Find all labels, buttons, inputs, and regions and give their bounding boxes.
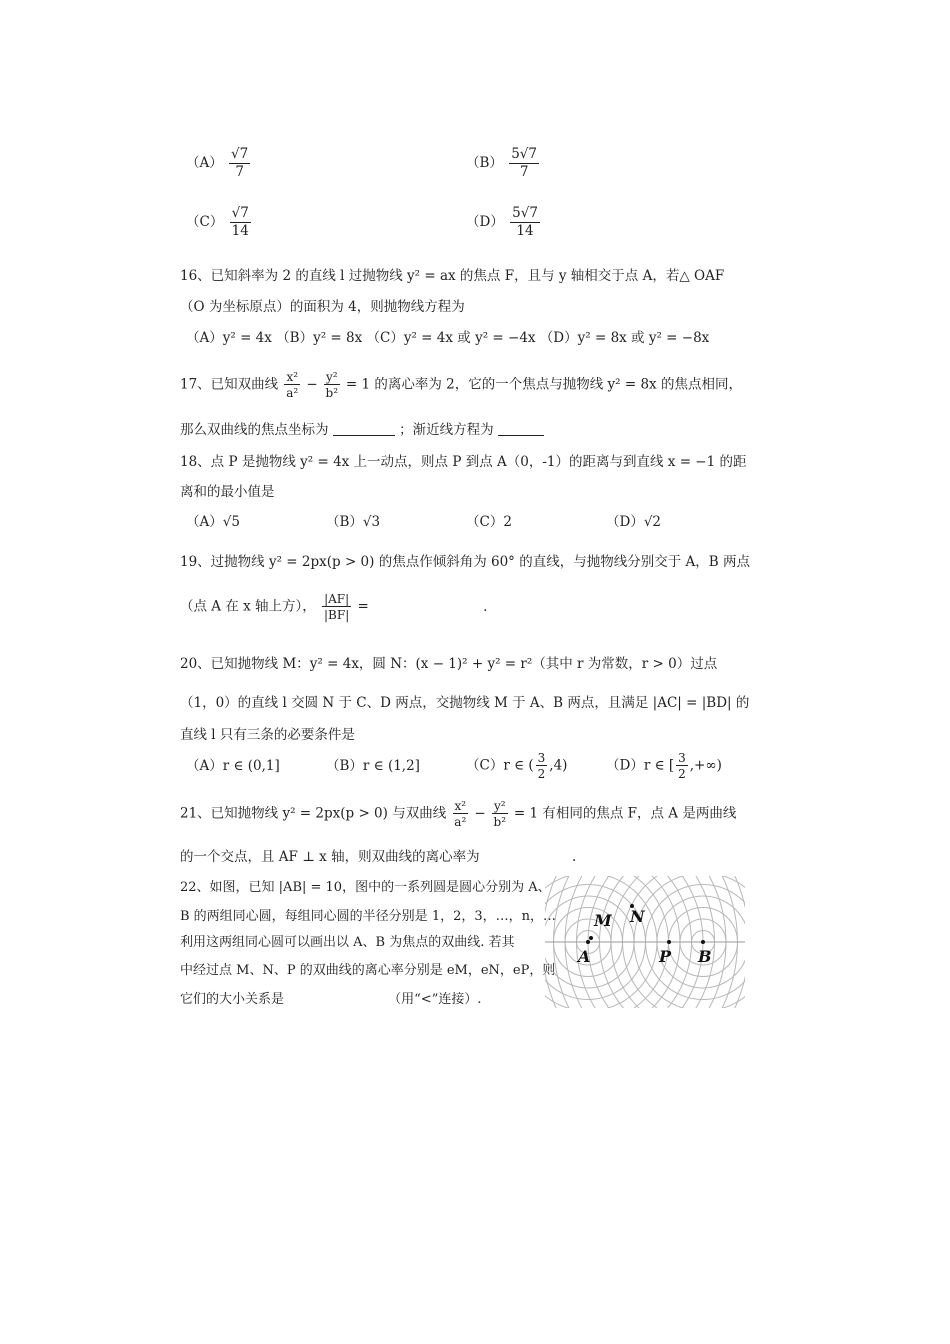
q15-option-a-denominator: 7 [235,163,244,180]
q21-line-2: 的一个交点，且 AF ⊥ x 轴，则双曲线的离心率为 [180,849,480,865]
q15-option-b-label: （B） [466,155,503,171]
point-m-dot [589,936,593,940]
label-n: N [630,907,645,926]
q17-minus: − [306,376,318,393]
q15-option-d [466,207,542,238]
label-m: M [594,911,612,930]
q18-option-c: （C）2 [466,514,512,530]
q20-option-c [466,752,567,780]
label-b: B [698,947,712,966]
q16-line-1: 16、已知斜率为 2 的直线 l 过抛物线 y² = ax 的焦点 F，且与 y 轴相交于点 A，若△ OAF [180,268,725,284]
q15-option-d-fraction [510,207,540,238]
q20-option-b: （B）r ∈ (1,2] [326,758,420,774]
q22-line-2: B 的两组同心圆，每组同心圆的半径分别是 1，2，3，…，n，… [180,909,557,924]
q22-line-4: 中经过点 M、N、P 的双曲线的离心率分别是 eM，eN，eP，则 [180,963,556,978]
q17-line-1 [180,371,742,399]
q17-line-2-b: ；渐近线方程为 [399,422,494,438]
q21-fraction-x [453,800,469,828]
q19-ratio-denominator: |BF| [324,608,350,622]
q20-line-3: 直线 l 只有三条的必要条件是 [180,727,355,743]
q17-fraction-y-denominator: b² [325,386,339,400]
q20-line-2: （1，0）的直线 l 交圆 N 于 C、D 两点，交抛物线 M 于 A、B 两点，且满足 |AC| = |BD| 的 [180,695,750,711]
q20-option-c-denominator: 2 [537,767,546,781]
q18-line-2: 离和的最小值是 [180,484,275,500]
point-b-dot [701,940,705,944]
q15-option-c-label: （C） [186,214,224,230]
q20-option-d-pre: （D）r ∈ [ [606,757,675,774]
q18-option-d: （D）√2 [606,514,662,530]
q20-option-a: （A）r ∈ (0,1] [186,758,280,774]
q15-option-a-label: （A） [186,155,223,171]
q15-option-c-denominator: 14 [231,222,249,239]
q22-line-3: 利用这两组同心圆可以画出以 A、B 为焦点的双曲线. 若其 [180,935,515,950]
q19-line-2 [180,593,487,621]
q21-minus: − [474,805,486,822]
q15-option-a [186,148,252,179]
q17-fraction-x [284,371,300,399]
q16-options: （A）y² = 4x （B）y² = 8x （C）y² = 4x 或 y² = −4x （D）y² = 8x 或 y² = −8x [186,330,710,346]
q19-period: . [483,598,488,615]
q15-option-a-numerator: √7 [231,146,249,162]
q19-ratio-fraction [322,593,351,621]
q17-fraction-y [324,371,340,399]
q22-line-5-b: （用“<”连接）. [388,992,482,1007]
q17-fraction-x-denominator: a² [286,386,299,400]
q15-option-c [186,207,253,238]
q21-fraction-x-denominator: a² [454,815,467,829]
q20-option-c-fraction [536,752,548,780]
q21-period: . [572,849,577,865]
q15-option-b [466,148,541,179]
q15-option-c-numerator: √7 [231,205,249,221]
label-p: P [659,947,672,966]
q17-line-2 [180,424,544,438]
q20-option-c-pre: （C）r ∈ ( [466,757,534,774]
q22-line-1: 22、如图，已知 |AB| = 10，图中的一系列圆是圆心分别为 A、 [180,880,551,895]
q21-suffix: = 1 有相同的焦点 F，点 A 是两曲线 [513,805,737,822]
q21-prefix: 21、已知抛物线 y² = 2px(p > 0) 与双曲线 [180,805,447,822]
q16-line-2: （O 为坐标原点）的面积为 4，则抛物线方程为 [180,299,465,315]
q21-fraction-x-numerator: x² [454,799,467,813]
q15-option-b-denominator: 7 [519,163,529,180]
q21-fraction-y-numerator: y² [493,799,506,813]
q19-ratio-numerator: |AF| [324,592,350,606]
q22-line-5 [180,993,481,1006]
q15-option-b-fraction [509,148,539,179]
q21-line-1 [180,800,736,828]
point-a-dot [586,940,590,944]
q17-fraction-x-numerator: x² [286,370,299,384]
point-p-dot [667,940,671,944]
q20-option-c-numerator: 3 [537,751,546,765]
q17-prefix: 17、已知双曲线 [180,376,279,393]
concentric-circles-figure [545,876,745,1008]
q18-line-1: 18、点 P 是抛物线 y² = 4x 上一动点，则点 P 到点 A（0，-1）的距离与到直线 x = −1 的距 [180,454,747,470]
q17-suffix: = 1 的离心率为 2，它的一个焦点与抛物线 y² = 8x 的焦点相同， [345,376,742,393]
q20-line-1: 20、已知抛物线 M：y² = 4x，圆 N：(x − 1)² + y² = r²（其中 r 为常数，r > 0）过点 [180,656,718,672]
q15-option-d-numerator: 5√7 [512,205,538,221]
q17-blank-1 [333,424,395,436]
q20-option-d-numerator: 3 [678,751,686,765]
q21-fraction-y [492,800,508,828]
q15-option-d-label: （D） [466,214,504,230]
q20-option-c-post: ,4) [549,757,568,774]
q19-line-1: 19、过抛物线 y² = 2px(p > 0) 的焦点作倾斜角为 60° 的直线，与抛物线分别交于 A，B 两点 [180,554,750,570]
q22-line-5-a: 它们的大小关系是 [180,992,285,1007]
q17-fraction-y-numerator: y² [325,370,338,384]
q21-fraction-y-denominator: b² [493,815,507,829]
label-a: A [578,947,591,966]
q20-option-d [606,752,722,780]
q15-option-d-denominator: 14 [516,222,534,239]
q15-option-c-fraction [230,207,251,238]
q20-option-d-post: ,+∞) [689,757,722,774]
q15-option-b-numerator: 5√7 [511,146,537,162]
q19-equals: = [357,598,369,615]
q18-option-b: （B）√3 [326,514,381,530]
q19-line-2-a: （点 A 在 x 轴上方）， [180,598,316,615]
q15-option-a-fraction [229,148,250,179]
q17-blank-2 [498,424,544,436]
q20-option-d-denominator: 2 [678,767,686,781]
q18-option-a: （A）√5 [186,514,240,530]
q20-option-d-fraction [676,752,688,780]
q17-line-2-a: 那么双曲线的焦点坐标为 [180,422,329,438]
